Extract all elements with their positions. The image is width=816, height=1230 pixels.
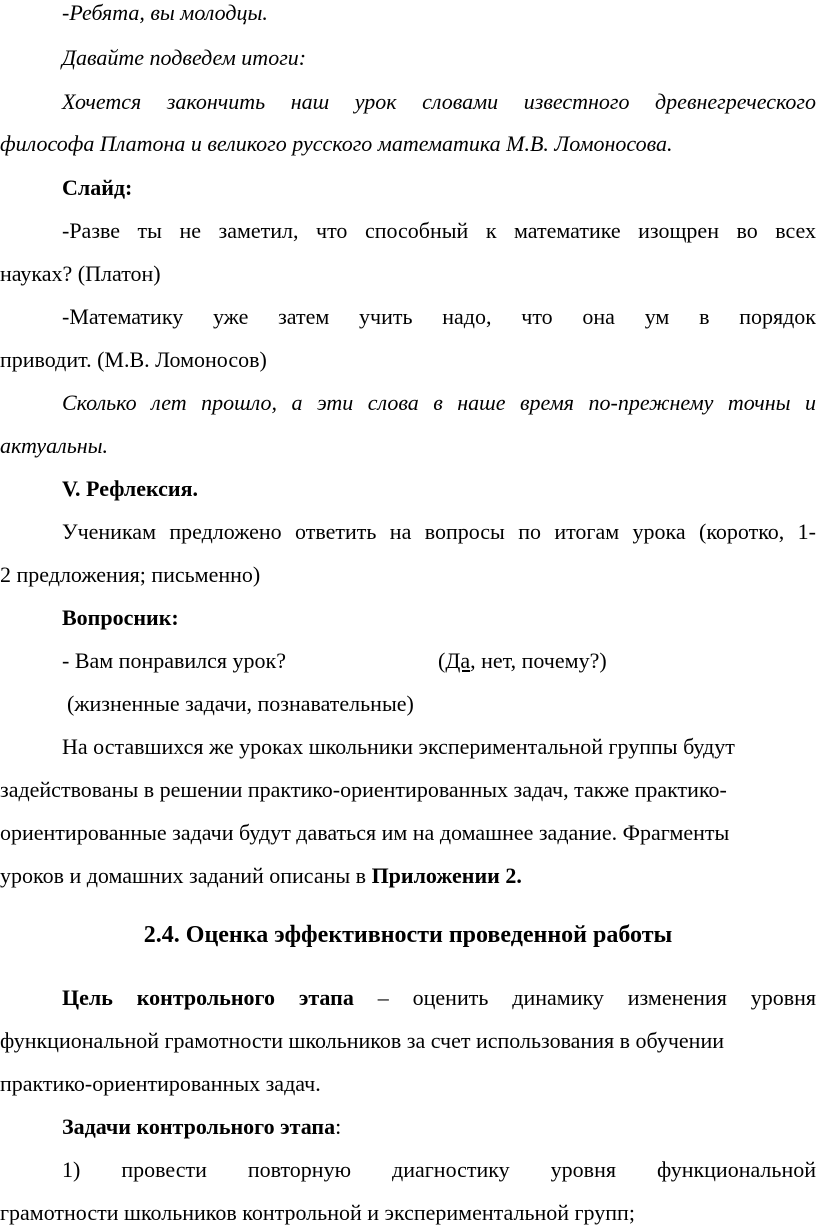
summary-line: Давайте подведем итоги:	[62, 45, 307, 70]
answer-note: (жизненные задачи, познавательные)	[67, 691, 414, 716]
goal-label: Цель контрольного этапа	[62, 985, 354, 1010]
goal-line-2: функциональной грамотности школьников за счет использования в обучении	[0, 1028, 724, 1053]
quote-intro-line: Хочется закончить наш урок словами известного древнегреческого	[62, 89, 816, 114]
lomonosov-quote-line: -Математику уже затем учить надо, что она ум в порядок	[62, 304, 816, 329]
goal-line-3: практико-ориентированных задач.	[0, 1071, 321, 1096]
goal-line: Цель контрольного этапа – оценить динамику изменения уровня	[62, 985, 816, 1010]
reflection-text-line-2: 2 предложения; письменно)	[0, 562, 261, 587]
task-1-line: 1) провести повторную диагностику уровня функциональной	[62, 1157, 816, 1182]
section-heading: 2.4. Оценка эффективности проведенной работы	[143, 922, 673, 948]
quote-intro-line-2: философа Платона и великого русского математика М.В. Ломоносова.	[0, 131, 673, 156]
questionnaire-label: Вопросник:	[62, 605, 179, 630]
comment-line-2: актуальны.	[0, 433, 109, 458]
tasks-label-line: Задачи контрольного этапа:	[62, 1114, 342, 1139]
reflection-heading: V. Рефлексия.	[62, 476, 198, 501]
lessons-line: На оставшихся же уроках школьники экспериментальной группы будут	[62, 734, 735, 759]
lessons-line-3: ориентированные задачи будут даваться им на домашнее задание. Фрагменты	[0, 820, 730, 845]
praise-line: -Ребята, вы молодцы.	[62, 0, 268, 25]
questionnaire-item	[62, 648, 816, 674]
slide-label: Слайд:	[62, 175, 133, 200]
lomonosov-quote-line-2: приводит. (М.В. Ломоносов)	[0, 347, 267, 372]
lessons-line-4: уроков и домашних заданий описаны в Приложении 2.	[0, 863, 522, 888]
tasks-label: Задачи контрольного этапа	[62, 1114, 336, 1139]
comment-line: Сколько лет прошло, а эти слова в наше время по-прежнему точны и	[62, 390, 816, 415]
plato-quote-line-2: науках? (Платон)	[0, 261, 161, 286]
appendix-ref: Приложении 2.	[371, 863, 522, 888]
answer-yes: Да	[445, 648, 471, 673]
plato-quote-line: -Разве ты не заметил, что способный к математике изощрен во всех	[62, 218, 816, 243]
answer-options: (Да, нет, почему?)	[438, 648, 607, 673]
task-1-line-2: грамотности школьников контрольной и экспериментальной групп;	[0, 1200, 635, 1225]
lessons-line-2: задействованы в решении практико-ориентированных задач, также практико-	[0, 777, 727, 802]
reflection-text-line: Ученикам предложено ответить на вопросы по итогам урока (коротко, 1-	[62, 519, 816, 544]
question-text: - Вам понравился урок?	[62, 648, 286, 673]
